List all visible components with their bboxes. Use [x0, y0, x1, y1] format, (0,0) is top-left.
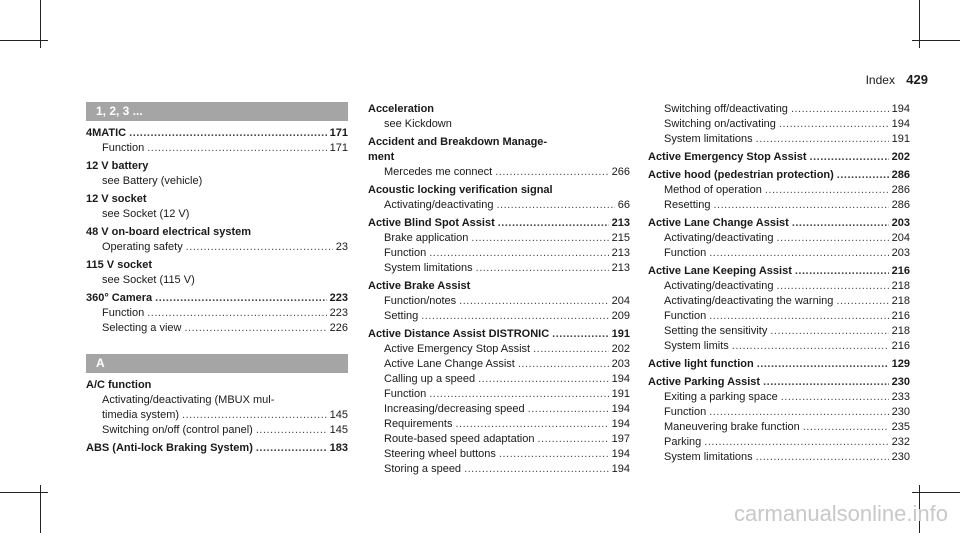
entry-text: Active Lane Keeping Assist: [648, 265, 792, 277]
page-ref[interactable]: 215: [611, 232, 630, 244]
entry-text: 48 V on-board electrical system: [86, 226, 252, 238]
entry-text: Activating/deactivating (MBUX mul-: [102, 394, 275, 406]
entry-text: Function: [664, 310, 707, 322]
index-entry: [368, 135, 630, 150]
dot-leader: [781, 390, 889, 405]
index-subentry: [648, 231, 910, 246]
page-ref[interactable]: 194: [891, 118, 910, 130]
entry-text: Function: [384, 388, 427, 400]
dot-leader: [779, 117, 889, 132]
dot-leader: [795, 264, 889, 279]
page-ref[interactable]: 209: [611, 310, 630, 322]
index-subentry: [368, 294, 630, 309]
entry-text: Function: [664, 406, 707, 418]
page-ref[interactable]: 216: [891, 265, 910, 277]
dot-leader: [464, 462, 609, 477]
entry-text: Switching on/activating: [664, 118, 776, 130]
entry-text: Calling up a speed: [384, 373, 476, 385]
index-entry: [648, 264, 910, 279]
index-subentry: [648, 405, 910, 420]
page-ref[interactable]: 194: [611, 448, 630, 460]
entry-text: timedia system): [102, 409, 180, 421]
page-ref[interactable]: 226: [329, 322, 348, 334]
index-subentry: [648, 294, 910, 309]
index-subentry: [86, 273, 348, 288]
page-ref[interactable]: 223: [329, 307, 348, 319]
page-ref[interactable]: 213: [611, 247, 630, 259]
dot-leader: [476, 261, 609, 276]
index-subentry: [86, 306, 348, 321]
index-subentry: [368, 372, 630, 387]
index-subentry: [648, 450, 910, 465]
index-subentry: [368, 402, 630, 417]
page-ref[interactable]: 213: [611, 262, 630, 274]
dot-leader: [429, 387, 608, 402]
entry-text: Function: [102, 307, 145, 319]
dot-leader: [709, 405, 888, 420]
entry-text: Activating/deactivating: [384, 199, 494, 211]
entry-text: System limitations: [384, 262, 473, 274]
index-entry: [86, 291, 348, 306]
entry-text: Exiting a parking space: [664, 391, 778, 403]
entry-text: Function: [102, 142, 145, 154]
page-ref[interactable]: 145: [329, 424, 348, 436]
index-subentry: [368, 117, 630, 132]
dot-leader: [770, 324, 888, 339]
index-subentry: [648, 309, 910, 324]
index-subentry: [648, 117, 910, 132]
index-subentry: [368, 417, 630, 432]
dot-leader: [471, 231, 608, 246]
dot-leader: [147, 306, 326, 321]
page-number: 429: [906, 72, 928, 87]
crop-mark: [912, 492, 960, 493]
index-column-2: [368, 102, 630, 477]
page-ref[interactable]: 286: [891, 184, 910, 196]
index-entry: [86, 225, 348, 240]
dot-leader: [791, 102, 889, 117]
page-ref[interactable]: 223: [329, 292, 348, 304]
page-ref[interactable]: 235: [891, 421, 910, 433]
entry-text: see Kickdown: [384, 118, 452, 130]
entry-text: ment: [368, 151, 395, 163]
dot-leader: [763, 375, 889, 390]
dot-leader: [256, 441, 327, 456]
entry-text: Switching off/deactivating: [664, 103, 788, 115]
index-subentry: [648, 435, 910, 450]
index-subentry: [86, 174, 348, 189]
entry-text: Mercedes me connect: [384, 166, 493, 178]
entry-text: Route-based speed adaptation: [384, 433, 535, 445]
dot-leader: [182, 408, 327, 423]
page-ref[interactable]: 204: [891, 232, 910, 244]
index-subentry: [368, 342, 630, 357]
entry-text: Setting: [384, 310, 419, 322]
crop-mark: [0, 492, 48, 493]
entry-text: Operating safety: [102, 241, 183, 253]
index-subentry: [368, 447, 630, 462]
entry-text: ABS (Anti-lock Braking System): [86, 442, 253, 454]
dot-leader: [459, 294, 608, 309]
entry-text: 115 V socket: [86, 259, 153, 271]
dot-leader: [765, 183, 889, 198]
entry-text: Active Emergency Stop Assist: [384, 343, 531, 355]
dot-leader: [709, 246, 888, 261]
index-entry: [368, 279, 630, 294]
index-subentry: [368, 309, 630, 324]
entry-text: Function/notes: [384, 295, 457, 307]
entry-text: Storing a speed: [384, 463, 462, 475]
entry-text: Activating/deactivating the warning: [664, 295, 834, 307]
index-entry: [86, 159, 348, 174]
page-ref[interactable]: 191: [891, 133, 910, 145]
index-entry: [86, 258, 348, 273]
entry-text: Accident and Breakdown Manage-: [368, 136, 548, 148]
dot-leader: [537, 432, 608, 447]
entry-text: Selecting a view: [102, 322, 182, 334]
page-ref[interactable]: 286: [891, 199, 910, 211]
entry-text: Active Lane Change Assist: [648, 217, 789, 229]
page-ref[interactable]: 194: [611, 373, 630, 385]
entry-text: A/C function: [86, 379, 152, 391]
entry-text: Function: [384, 247, 427, 259]
page-ref[interactable]: 216: [891, 310, 910, 322]
entry-text: 360° Camera: [86, 292, 153, 304]
page-ref[interactable]: 218: [891, 280, 910, 292]
entry-text: Function: [664, 247, 707, 259]
entry-text: Active Emergency Stop Assist: [648, 151, 807, 163]
section-header: A: [86, 354, 348, 373]
entry-text: 12 V battery: [86, 160, 149, 172]
index-column-3: [648, 102, 910, 465]
index-entry: [648, 150, 910, 165]
entry-text: Brake application: [384, 232, 469, 244]
index-subentry: [648, 102, 910, 117]
index-subentry: [86, 408, 348, 423]
page-ref[interactable]: 191: [611, 328, 630, 340]
index-entry: [368, 183, 630, 198]
dot-leader: [533, 342, 609, 357]
page-ref[interactable]: 197: [611, 433, 630, 445]
dot-leader: [552, 327, 608, 342]
index-subentry: [648, 132, 910, 147]
index-subentry: [648, 390, 910, 405]
dot-leader: [495, 165, 608, 180]
page-ref[interactable]: 171: [329, 142, 348, 154]
entry-text: Active Blind Spot Assist: [368, 217, 495, 229]
index-subentry: [648, 183, 910, 198]
page-ref[interactable]: 202: [611, 343, 630, 355]
entry-text: Active Lane Change Assist: [384, 358, 515, 370]
index-entry: [648, 375, 910, 390]
dot-leader: [498, 216, 609, 231]
page-ref[interactable]: 213: [611, 217, 630, 229]
dot-leader: [756, 132, 889, 147]
index-entry: [368, 150, 630, 165]
index-subentry: [86, 207, 348, 222]
index-subentry: [648, 279, 910, 294]
dot-leader: [429, 246, 608, 261]
page-ref[interactable]: 194: [611, 418, 630, 430]
entry-text: Active light function: [648, 358, 754, 370]
index-subentry: [86, 141, 348, 156]
dot-leader: [499, 447, 609, 462]
dot-leader: [186, 240, 333, 255]
dot-leader: [129, 126, 327, 141]
crop-mark: [0, 40, 48, 41]
index-entry: [368, 216, 630, 231]
index-subentry: [86, 393, 348, 408]
index-subentry: [368, 198, 630, 213]
index-subentry: [648, 198, 910, 213]
index-subentry: [648, 324, 910, 339]
entry-text: Method of operation: [664, 184, 762, 196]
index-subentry: [368, 432, 630, 447]
dot-leader: [757, 357, 889, 372]
entry-text: Steering wheel buttons: [384, 448, 496, 460]
dot-leader: [732, 339, 889, 354]
dot-leader: [518, 357, 609, 372]
entry-text: System limits: [664, 340, 729, 352]
dot-leader: [776, 231, 888, 246]
entry-text: Setting the sensitivity: [664, 325, 768, 337]
page-ref[interactable]: 191: [611, 388, 630, 400]
index-subentry: [648, 339, 910, 354]
dot-leader: [155, 291, 326, 306]
entry-text: 12 V socket: [86, 193, 147, 205]
dot-leader: [496, 198, 614, 213]
dot-leader: [810, 150, 889, 165]
index-subentry: [86, 423, 348, 438]
index-subentry: [86, 321, 348, 336]
page-ref[interactable]: 230: [891, 451, 910, 463]
index-subentry: [86, 240, 348, 255]
dot-leader: [756, 450, 889, 465]
entry-text: Active Parking Assist: [648, 376, 761, 388]
dot-leader: [792, 216, 889, 231]
entry-text: Acceleration: [368, 103, 435, 115]
index-entry: [648, 216, 910, 231]
entry-text: Maneuvering brake function: [664, 421, 800, 433]
page-ref[interactable]: 194: [891, 103, 910, 115]
page-ref[interactable]: 233: [891, 391, 910, 403]
page-ref[interactable]: 129: [891, 358, 910, 370]
entry-text: see Socket (115 V): [102, 274, 195, 286]
index-entry: [368, 102, 630, 117]
page-ref[interactable]: 194: [611, 463, 630, 475]
entry-text: System limitations: [664, 451, 753, 463]
spacer: [86, 336, 348, 354]
entry-text: see Battery (vehicle): [102, 175, 203, 187]
entry-text: Requirements: [384, 418, 453, 430]
dot-leader: [256, 423, 327, 438]
index-subentry: [648, 420, 910, 435]
dot-leader: [147, 141, 326, 156]
page-ref[interactable]: 145: [329, 409, 348, 421]
page-ref[interactable]: 203: [891, 217, 910, 229]
index-entry: [86, 192, 348, 207]
entry-text: Increasing/decreasing speed: [384, 403, 525, 415]
dot-leader: [528, 402, 609, 417]
page-ref[interactable]: 218: [891, 325, 910, 337]
entry-text: Active hood (pedestrian protection): [648, 169, 834, 181]
page-ref[interactable]: 218: [891, 295, 910, 307]
dot-leader: [455, 417, 608, 432]
watermark: carmanualsonline.info: [733, 501, 948, 526]
page-ref[interactable]: 23: [335, 241, 348, 253]
index-subentry: [368, 261, 630, 276]
index-entry: [648, 168, 910, 183]
index-entry: [648, 357, 910, 372]
index-column-1: [86, 102, 348, 456]
entry-text: see Socket (12 V): [102, 208, 190, 220]
index-subentry: [368, 165, 630, 180]
dot-leader: [803, 420, 889, 435]
dot-leader: [704, 435, 888, 450]
entry-text: Active Distance Assist DISTRONIC: [368, 328, 550, 340]
entry-text: Parking: [664, 436, 702, 448]
index-subentry: [368, 462, 630, 477]
entry-text: Switching on/off (control panel): [102, 424, 253, 436]
index-subentry: [368, 231, 630, 246]
entry-text: Activating/deactivating: [664, 280, 774, 292]
entry-text: System limitations: [664, 133, 753, 145]
index-subentry: [368, 246, 630, 261]
page-ref[interactable]: 171: [329, 127, 348, 139]
page-ref[interactable]: 203: [611, 358, 630, 370]
dot-leader: [185, 321, 327, 336]
page-ref[interactable]: 286: [891, 169, 910, 181]
dot-leader: [836, 294, 888, 309]
index-entry: [86, 378, 348, 393]
page-ref[interactable]: 216: [891, 340, 910, 352]
dot-leader: [776, 279, 888, 294]
page-ref[interactable]: 230: [891, 406, 910, 418]
index-entry: [86, 441, 348, 456]
page-header: [866, 72, 928, 87]
entry-text: Active Brake Assist: [368, 280, 471, 292]
dot-leader: [421, 309, 608, 324]
dot-leader: [713, 198, 888, 213]
page-ref[interactable]: 203: [891, 247, 910, 259]
page-ref[interactable]: 204: [611, 295, 630, 307]
page-ref[interactable]: 194: [611, 403, 630, 415]
dot-leader: [478, 372, 609, 387]
page-ref[interactable]: 266: [611, 166, 630, 178]
index-subentry: [648, 246, 910, 261]
dot-leader: [837, 168, 889, 183]
index-subentry: [368, 387, 630, 402]
page-ref[interactable]: 183: [329, 442, 348, 454]
entry-text: 4MATIC: [86, 127, 127, 139]
header-label: Index: [865, 73, 895, 87]
entry-text: Acoustic locking verification signal: [368, 184, 553, 196]
page-ref[interactable]: 202: [891, 151, 910, 163]
crop-mark: [912, 40, 960, 41]
page-ref[interactable]: 230: [891, 376, 910, 388]
index-entry: [86, 126, 348, 141]
dot-leader: [709, 309, 888, 324]
entry-text: Activating/deactivating: [664, 232, 774, 244]
entry-text: Resetting: [664, 199, 711, 211]
page-ref[interactable]: 232: [891, 436, 910, 448]
page-ref[interactable]: 66: [617, 199, 630, 211]
index-subentry: [368, 357, 630, 372]
section-header: 1, 2, 3 ...: [86, 102, 348, 121]
index-entry: [368, 327, 630, 342]
